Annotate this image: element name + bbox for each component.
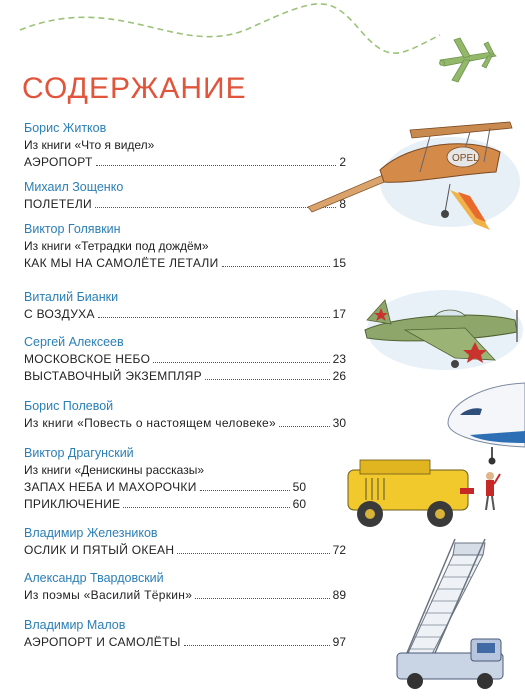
toc-entry: [24, 525, 354, 559]
dot-leader: [177, 542, 329, 554]
author-name: Виталий Бианки: [24, 290, 119, 304]
author-name: Владимир Железников: [24, 526, 158, 540]
toc-line[interactable]: [24, 479, 306, 496]
dot-leader: [222, 255, 330, 267]
toc-entry: [24, 334, 354, 385]
source-note: Из книги «Денискины рассказы»: [24, 463, 204, 477]
dot-leader: [205, 368, 330, 380]
toc-item-title: ОСЛИК И ПЯТЫЙ ОКЕАН: [24, 543, 175, 557]
aircraft-tug-illustration: [340, 448, 505, 538]
toc-item-title: ПОЛЕТЕЛИ: [24, 197, 92, 211]
green-plane-icon: [430, 30, 502, 90]
toc-item-title: КАК МЫ НА САМОЛЁТЕ ЛЕТАЛИ: [24, 256, 219, 270]
page-number: 2: [339, 155, 346, 169]
author-name: Борис Полевой: [24, 399, 114, 413]
dot-leader: [279, 415, 330, 427]
page-number: 15: [332, 256, 346, 270]
toc-line[interactable]: [24, 306, 346, 323]
author-name: Александр Твардовский: [24, 571, 164, 585]
page-number: 23: [332, 352, 346, 366]
page-number: 72: [332, 543, 346, 557]
page-title: СОДЕРЖАНИЕ: [22, 72, 247, 105]
toc-item-title: ПРИКЛЮЧЕНИЕ: [24, 497, 121, 511]
toc-line[interactable]: [24, 634, 346, 651]
dot-leader: [200, 479, 290, 491]
orange-monoplane-illustration: [300, 112, 525, 242]
toc-item-title: ВЫСТАВОЧНЫЙ ЭКЗЕМПЛЯР: [24, 369, 202, 383]
plane-logo-text: OPEL: [452, 153, 479, 164]
toc-line[interactable]: [24, 255, 346, 272]
toc-line[interactable]: [24, 368, 346, 385]
page-number: 60: [292, 497, 306, 511]
toc-line[interactable]: [24, 154, 346, 171]
page-number: 17: [332, 307, 346, 321]
source-note: Из книги «Тетрадки под дождём»: [24, 239, 209, 253]
toc-line[interactable]: [24, 587, 346, 604]
author-name: Виктор Голявкин: [24, 222, 121, 236]
green-fighter-plane-illustration: [345, 280, 525, 380]
page-number: 50: [292, 480, 306, 494]
toc-entry: [24, 570, 354, 604]
boarding-stairs-illustration: [385, 535, 510, 695]
toc-line[interactable]: [24, 196, 346, 213]
dot-leader: [123, 496, 289, 508]
page-number: 30: [332, 416, 346, 430]
author-name: Владимир Малов: [24, 618, 126, 632]
toc-item-title: Из поэмы «Василий Тёркин»: [24, 588, 193, 602]
toc-item-title: АЭРОПОРТ: [24, 155, 93, 169]
source-note: Из книги «Что я видел»: [24, 138, 155, 152]
page-number: 26: [332, 369, 346, 383]
toc-item-title: С ВОЗДУХА: [24, 307, 95, 321]
toc-item-title: АЭРОПОРТ И САМОЛЁТЫ: [24, 635, 181, 649]
toc-line[interactable]: [24, 415, 346, 432]
toc-line[interactable]: [24, 542, 346, 559]
ground-crew-figure: [486, 472, 500, 510]
toc-entry: [24, 289, 354, 323]
dot-leader: [195, 587, 329, 599]
toc-line[interactable]: [24, 351, 346, 368]
toc-item-title: МОСКОВСКОЕ НЕБО: [24, 352, 151, 366]
author-name: Михаил Зощенко: [24, 180, 124, 194]
dot-leader: [184, 634, 330, 646]
toc-entry: [24, 445, 354, 513]
dot-leader: [153, 351, 329, 363]
author-name: Сергей Алексеев: [24, 335, 124, 349]
toc-item-title: Из книги «Повесть о настоящем человеке»: [24, 416, 276, 430]
page-number: 8: [339, 197, 346, 211]
toc-item-title: ЗАПАХ НЕБА И МАХОРОЧКИ: [24, 480, 197, 494]
toc-line[interactable]: [24, 496, 306, 513]
author-name: Виктор Драгунский: [24, 446, 134, 460]
toc-entry: [24, 617, 354, 651]
toc-entry: [24, 398, 354, 432]
author-name: Борис Житков: [24, 121, 107, 135]
page-number: 89: [332, 588, 346, 602]
page-number: 97: [332, 635, 346, 649]
dot-leader: [98, 306, 330, 318]
